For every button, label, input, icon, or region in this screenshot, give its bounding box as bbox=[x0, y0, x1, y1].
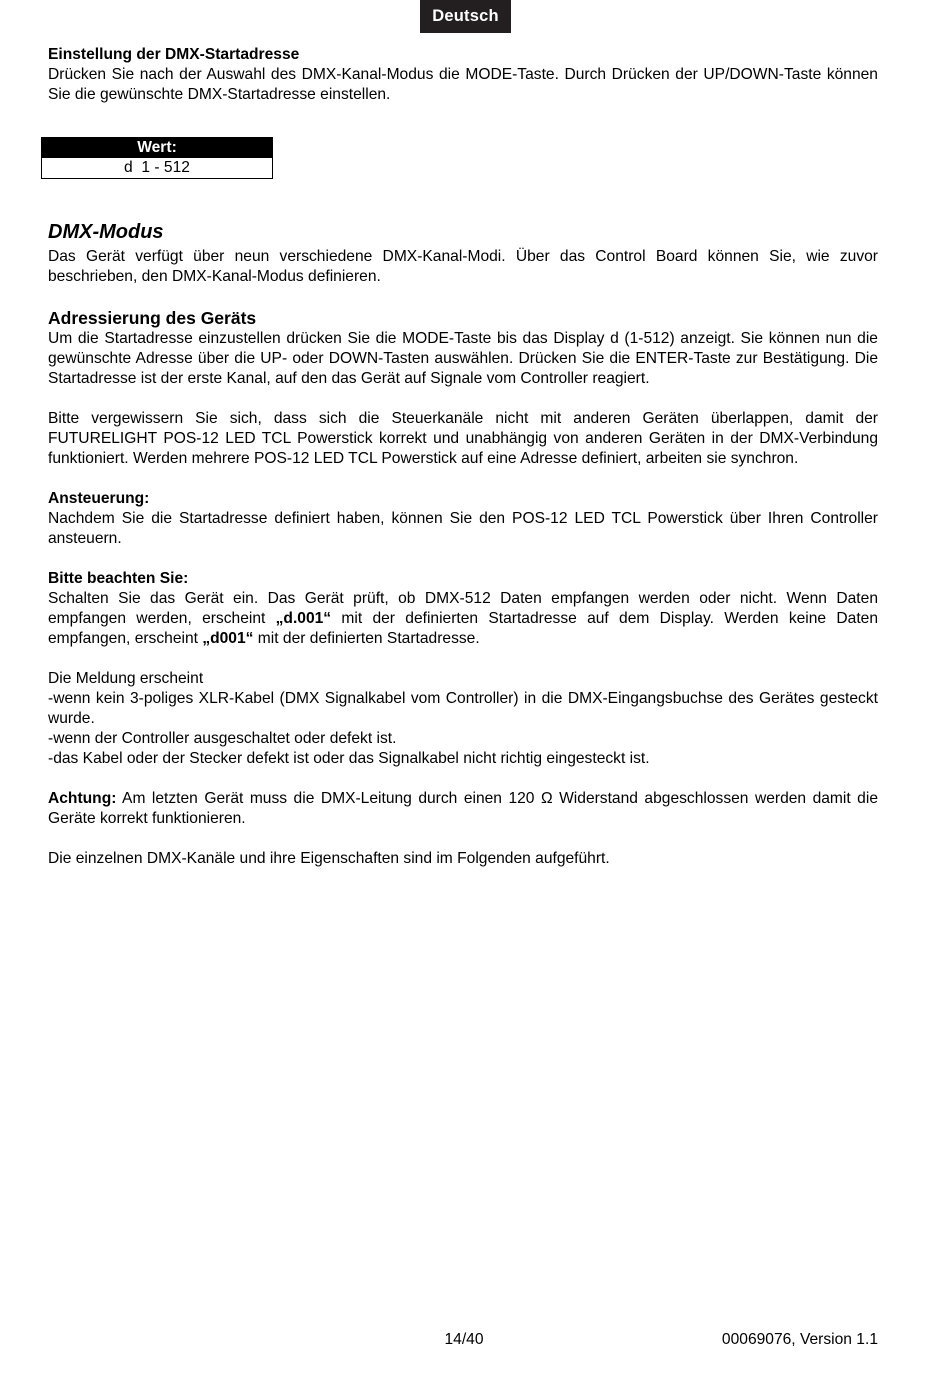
control-text: Nachdem Sie die Startadresse definiert haben, können Sie den POS-12 LED TCL Powerstick über Ihren Controller ansteuern. bbox=[48, 510, 878, 547]
message-intro: Die Meldung erscheint bbox=[48, 670, 204, 687]
closing-text: Die einzelnen DMX-Kanäle und ihre Eigenschaften sind im Folgenden aufgeführt. bbox=[48, 850, 610, 867]
start-address-text: Drücken Sie nach der Auswahl des DMX-Kanal-Modus die MODE-Taste. Durch Drücken der UP/DOWN-Taste können Sie die gewünschte DMX-Startadresse einstellen. bbox=[48, 66, 878, 103]
dmx-mode-text: Das Gerät verfügt über neun verschiedene DMX-Kanal-Modi. Über das Control Board können Sie, wie zuvor beschrieben, den DMX-Kanal-Modus definieren. bbox=[48, 248, 878, 285]
document-version: 00069076, Version 1.1 bbox=[721, 1331, 878, 1348]
start-address-heading: Einstellung der DMX-Startadresse bbox=[48, 46, 300, 63]
addressing-heading: Adressierung des Geräts bbox=[48, 308, 257, 328]
message-item: -das Kabel oder der Stecker defekt ist oder das Signalkabel nicht richtig eingesteckt ist. bbox=[48, 750, 650, 767]
dmx-mode-heading: DMX-Modus bbox=[48, 221, 164, 243]
control-heading: Ansteuerung: bbox=[48, 490, 150, 507]
message-item: -wenn kein 3-poliges XLR-Kabel (DMX Signalkabel vom Controller) in die DMX-Eingangsbuchse des Gerätes gesteckt wurde. bbox=[48, 690, 878, 727]
value-table bbox=[41, 137, 273, 179]
message-item: -wenn der Controller ausgeschaltet oder defekt ist. bbox=[48, 730, 397, 747]
note-code-2: „d001“ bbox=[202, 630, 254, 647]
language-tab: Deutsch bbox=[420, 0, 511, 33]
value-table-header: Wert: bbox=[42, 138, 272, 158]
caution-text bbox=[48, 789, 878, 829]
addressing-text-2: Bitte vergewissern Sie sich, dass sich die Steuerkanäle nicht mit anderen Geräten überlappen, damit der FUTURELIGHT POS-12 LED TCL Powerstick korrekt und unabhängig von anderen Geräten in der DMX-Verbindung funktioniert. Werden mehrere POS-12 LED TCL Powerstick auf eine Adresse definiert, arbeiten sie synchron. bbox=[48, 410, 878, 467]
page-content bbox=[48, 45, 878, 869]
note-text bbox=[48, 589, 878, 649]
note-code-1: „d.001“ bbox=[275, 610, 332, 627]
note-heading: Bitte beachten Sie: bbox=[48, 570, 189, 587]
caution-label: Achtung: bbox=[48, 790, 117, 807]
value-table-cell: d 1 - 512 bbox=[124, 159, 190, 176]
page-number: 14/40 bbox=[444, 1331, 484, 1348]
note-text-b: mit der definierten Startadresse auf dem Display. Werden keine Daten empfangen, erscheint bbox=[48, 610, 878, 647]
note-text-a: Schalten Sie das Gerät ein. Das Gerät prüft, ob DMX-512 Daten empfangen werden oder nicht. Wenn Daten empfangen werden, erscheint bbox=[48, 590, 878, 627]
note-text-c: mit der definierten Startadresse. bbox=[253, 630, 480, 647]
addressing-text-1: Um die Startadresse einzustellen drücken Sie die MODE-Taste bis das Display d (1-512) anzeigt. Sie können nun die gewünschte Adresse über die UP- oder DOWN-Tasten auswählen. Drücken Sie die ENTER-Taste zur Bestätigung. Die Startadresse ist der erste Kanal, auf den das Gerät auf Signale vom Controller reagiert. bbox=[48, 330, 878, 387]
caution-body: Am letzten Gerät muss die DMX-Leitung durch einen 120 Ω Widerstand abgeschlossen werden damit die Geräte korrekt funktionieren. bbox=[48, 790, 878, 827]
